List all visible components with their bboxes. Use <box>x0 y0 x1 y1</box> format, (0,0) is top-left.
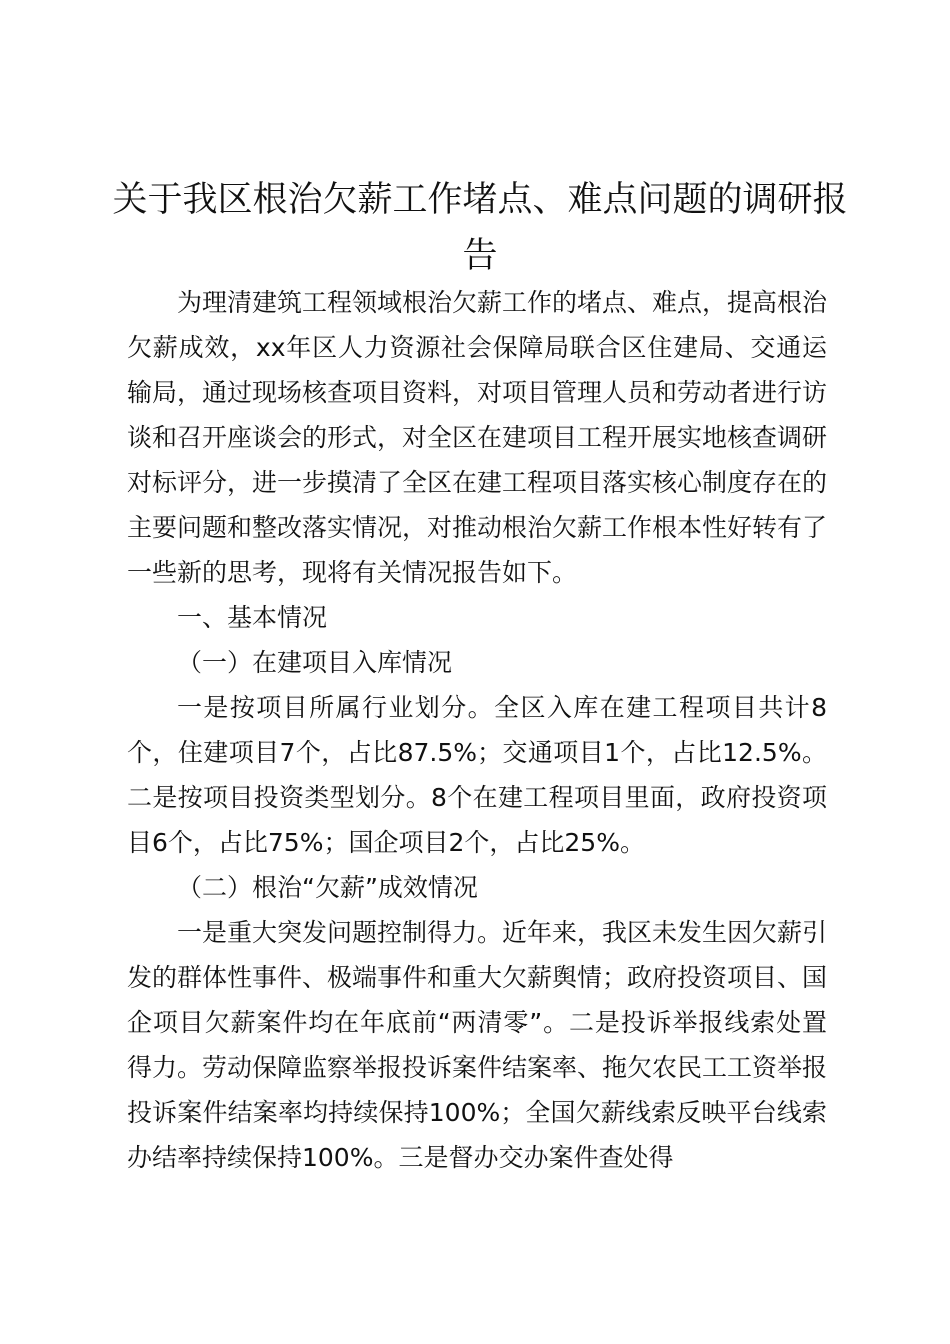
subsection-heading-results: （二）根治“欠薪”成效情况 <box>177 873 478 902</box>
subsection-heading-projects: （一）在建项目入库情况 <box>177 648 453 677</box>
projects-paragraph: 一是按项目所属行业划分。全区入库在建工程项目共计8个，住建项目7个，占比87.5%；交通项目1个，占比12.5%。二是按项目投资类型划分。8个在建工程项目里面，政府投资项目6个，占比75%；国企项目2个，占比25%。 <box>127 693 827 857</box>
document-title: 关于我区根治欠薪工作堵点、难点问题的调研报告 <box>112 180 848 276</box>
results-paragraph: 一是重大突发问题控制得力。近年来，我区未发生因欠薪引发的群体性事件、极端事件和重大欠薪舆情；政府投资项目、国企项目欠薪案件均在年底前“两清零”。二是投诉举报线索处置得力。劳动保障监察举报投诉案件结案率、拖欠农民工工资举报投诉案件结案率均持续保持100%；全国欠薪线索反映平台线索办结率持续保持100%。三是督办交办案件查处得 <box>127 918 828 1172</box>
document-body <box>127 280 827 1180</box>
section-heading-basic: 一、基本情况 <box>177 603 328 632</box>
intro-paragraph: 为理清建筑工程领域根治欠薪工作的堵点、难点，提高根治欠薪成效，xx年区人力资源社会保障局联合区住建局、交通运输局，通过现场核查项目资料，对项目管理人员和劳动者进行访谈和召开座谈会的形式，对全区在建项目工程开展实地核查调研对标评分，进一步摸清了全区在建工程项目落实核心制度存在的主要问题和整改落实情况，对推动根治欠薪工作根本性好转有了一些新的思考，现将有关情况报告如下。 <box>127 288 828 587</box>
